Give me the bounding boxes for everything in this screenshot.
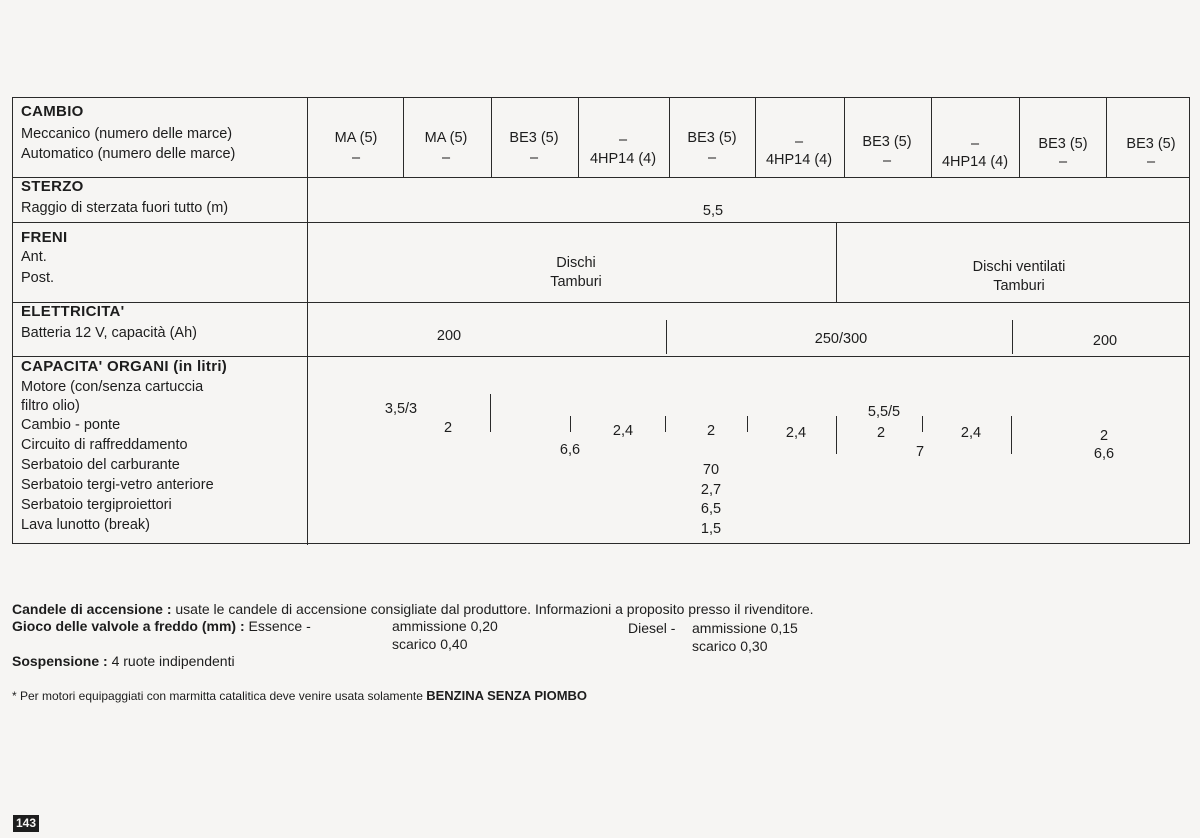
- capacita-row-label: Lava lunotto (break): [21, 517, 150, 533]
- capacita-row-label: Cambio - ponte: [21, 417, 121, 433]
- cambio-col10-mech: BE3 (5): [1126, 136, 1176, 152]
- capacita-row-label: filtro olio): [21, 398, 80, 414]
- cambio-col8-auto: 4HP14 (4): [941, 154, 1009, 170]
- capacita-row-label: Serbatoio tergiproiettori: [21, 497, 172, 513]
- sterzo-value: 5,5: [702, 203, 724, 219]
- lava-lunotto-value: 1,5: [700, 521, 722, 537]
- capacita-row-label: Serbatoio del carburante: [21, 457, 180, 473]
- diesel-scarico: scarico 0,30: [692, 638, 768, 654]
- column-divider: [578, 98, 579, 177]
- cambio-col7-mech: BE3 (5): [862, 134, 912, 150]
- diesel-ammissione: ammissione 0,15: [692, 620, 798, 636]
- cambio-col9-mech: BE3 (5): [1038, 136, 1088, 152]
- cambio-col4-mech: –: [618, 132, 628, 148]
- specs-table: [12, 97, 1190, 544]
- cambio-col1-auto: –: [351, 150, 361, 166]
- capacita-heading: CAPACITA' ORGANI (in litri): [21, 358, 228, 375]
- column-divider: [669, 98, 670, 177]
- motore-value-a: 3,5/3: [384, 401, 418, 417]
- cambio-ponte-value: 2: [876, 425, 886, 441]
- row-divider: [13, 177, 1189, 178]
- column-divider: [1106, 98, 1107, 177]
- row-divider: [13, 222, 1189, 223]
- cambio-ponte-value: 2,4: [785, 425, 807, 441]
- batteria-label: Batteria 12 V, capacità (Ah): [21, 325, 197, 341]
- column-divider: [403, 98, 404, 177]
- column-tick: [490, 394, 491, 432]
- sospensione-text: 4 ruote indipendenti: [107, 653, 235, 669]
- batteria-value-1: 200: [436, 328, 462, 344]
- cambio-col5-mech: BE3 (5): [687, 130, 737, 146]
- sospensione-label: Sospensione :: [12, 653, 108, 669]
- freni-front-value-b: Dischi ventilati: [972, 259, 1066, 275]
- column-divider: [1012, 320, 1013, 354]
- raffreddamento-value-a: 6,6: [559, 442, 581, 458]
- cambio-col7-auto: –: [882, 153, 892, 169]
- motore-value-b: 5,5/5: [867, 404, 901, 420]
- freni-heading: FRENI: [21, 229, 68, 246]
- sospensione-note: [12, 653, 235, 670]
- cambio-ponte-value: 2: [443, 420, 453, 436]
- row-divider: [13, 302, 1189, 303]
- freni-ant-label: Ant.: [21, 249, 47, 265]
- diesel-label: Diesel -: [628, 620, 676, 636]
- cambio-col2-mech: MA (5): [424, 130, 468, 146]
- sterzo-label: Raggio di sterzata fuori tutto (m): [21, 200, 229, 216]
- raffreddamento-value-c: 6,6: [1093, 446, 1115, 462]
- essence-label: Essence -: [244, 618, 311, 634]
- column-divider: [491, 98, 492, 177]
- column-tick: [1011, 416, 1012, 454]
- essence-scarico: scarico 0,40: [392, 636, 468, 652]
- freni-front-value-a: Dischi: [556, 255, 596, 271]
- capacita-row-label: Serbatoio tergi-vetro anteriore: [21, 477, 214, 493]
- freni-rear-value-b: Tamburi: [993, 278, 1045, 294]
- cambio-col8-mech: –: [970, 136, 980, 152]
- cambio-col9-auto: –: [1058, 154, 1068, 170]
- cambio-ponte-value: 2: [706, 423, 716, 439]
- carburante-value: 70: [702, 462, 720, 478]
- footnote: [12, 687, 587, 705]
- capacita-row-label: Circuito di raffreddamento: [21, 437, 188, 453]
- column-tick: [836, 416, 837, 454]
- column-tick: [747, 416, 748, 432]
- elettricita-heading: ELETTRICITA': [21, 303, 125, 320]
- capacita-row-label: Motore (con/senza cartuccia: [21, 379, 204, 395]
- footnote-emphasis: BENZINA SENZA PIOMBO: [426, 688, 588, 703]
- tergiproiettori-value: 6,5: [700, 501, 722, 517]
- column-divider: [755, 98, 756, 177]
- cambio-col3-mech: BE3 (5): [509, 130, 559, 146]
- column-tick: [665, 416, 666, 432]
- cambio-col6-mech: –: [794, 134, 804, 150]
- candele-note: [12, 601, 814, 618]
- gioco-label: Gioco delle valvole a freddo (mm) :: [12, 618, 245, 634]
- cambio-col1-mech: MA (5): [334, 130, 378, 146]
- candele-text: usate le candele di accensione consigliate dal produttore. Informazioni a proposito presso il rivenditore.: [171, 601, 814, 617]
- column-divider: [836, 222, 837, 302]
- column-divider: [844, 98, 845, 177]
- column-divider: [931, 98, 932, 177]
- cambio-col3-auto: –: [529, 150, 539, 166]
- page-number: 143: [13, 815, 39, 832]
- footnote-text: * Per motori equipaggiati con marmitta catalitica deve venire usata solamente: [12, 689, 427, 703]
- batteria-value-2: 250/300: [814, 331, 868, 347]
- cambio-ponte-value: 2,4: [612, 423, 634, 439]
- cambio-col5-auto: –: [707, 150, 717, 166]
- freni-rear-value-a: Tamburi: [550, 274, 602, 290]
- column-tick: [570, 416, 571, 432]
- cambio-auto-label: Automatico (numero delle marce): [21, 146, 236, 162]
- batteria-value-3: 200: [1092, 333, 1118, 349]
- raffreddamento-value-b: 7: [915, 444, 925, 460]
- cambio-heading: CAMBIO: [21, 103, 84, 120]
- gioco-valvole-note: [12, 618, 311, 635]
- freni-post-label: Post.: [21, 270, 55, 286]
- column-divider: [307, 98, 308, 545]
- tergi-vetro-value: 2,7: [700, 482, 722, 498]
- candele-label: Candele di accensione :: [12, 601, 172, 617]
- column-divider: [666, 320, 667, 354]
- cambio-col2-auto: –: [441, 150, 451, 166]
- column-tick: [922, 416, 923, 432]
- cambio-ponte-value: 2,4: [960, 425, 982, 441]
- cambio-col4-auto: 4HP14 (4): [589, 151, 657, 167]
- cambio-col10-auto: –: [1146, 154, 1156, 170]
- column-divider: [1019, 98, 1020, 177]
- cambio-ponte-value: 2: [1099, 428, 1109, 444]
- cambio-mech-label: Meccanico (numero delle marce): [21, 126, 233, 142]
- sterzo-heading: STERZO: [21, 178, 84, 195]
- cambio-col6-auto: 4HP14 (4): [765, 152, 833, 168]
- essence-ammissione: ammissione 0,20: [392, 618, 498, 634]
